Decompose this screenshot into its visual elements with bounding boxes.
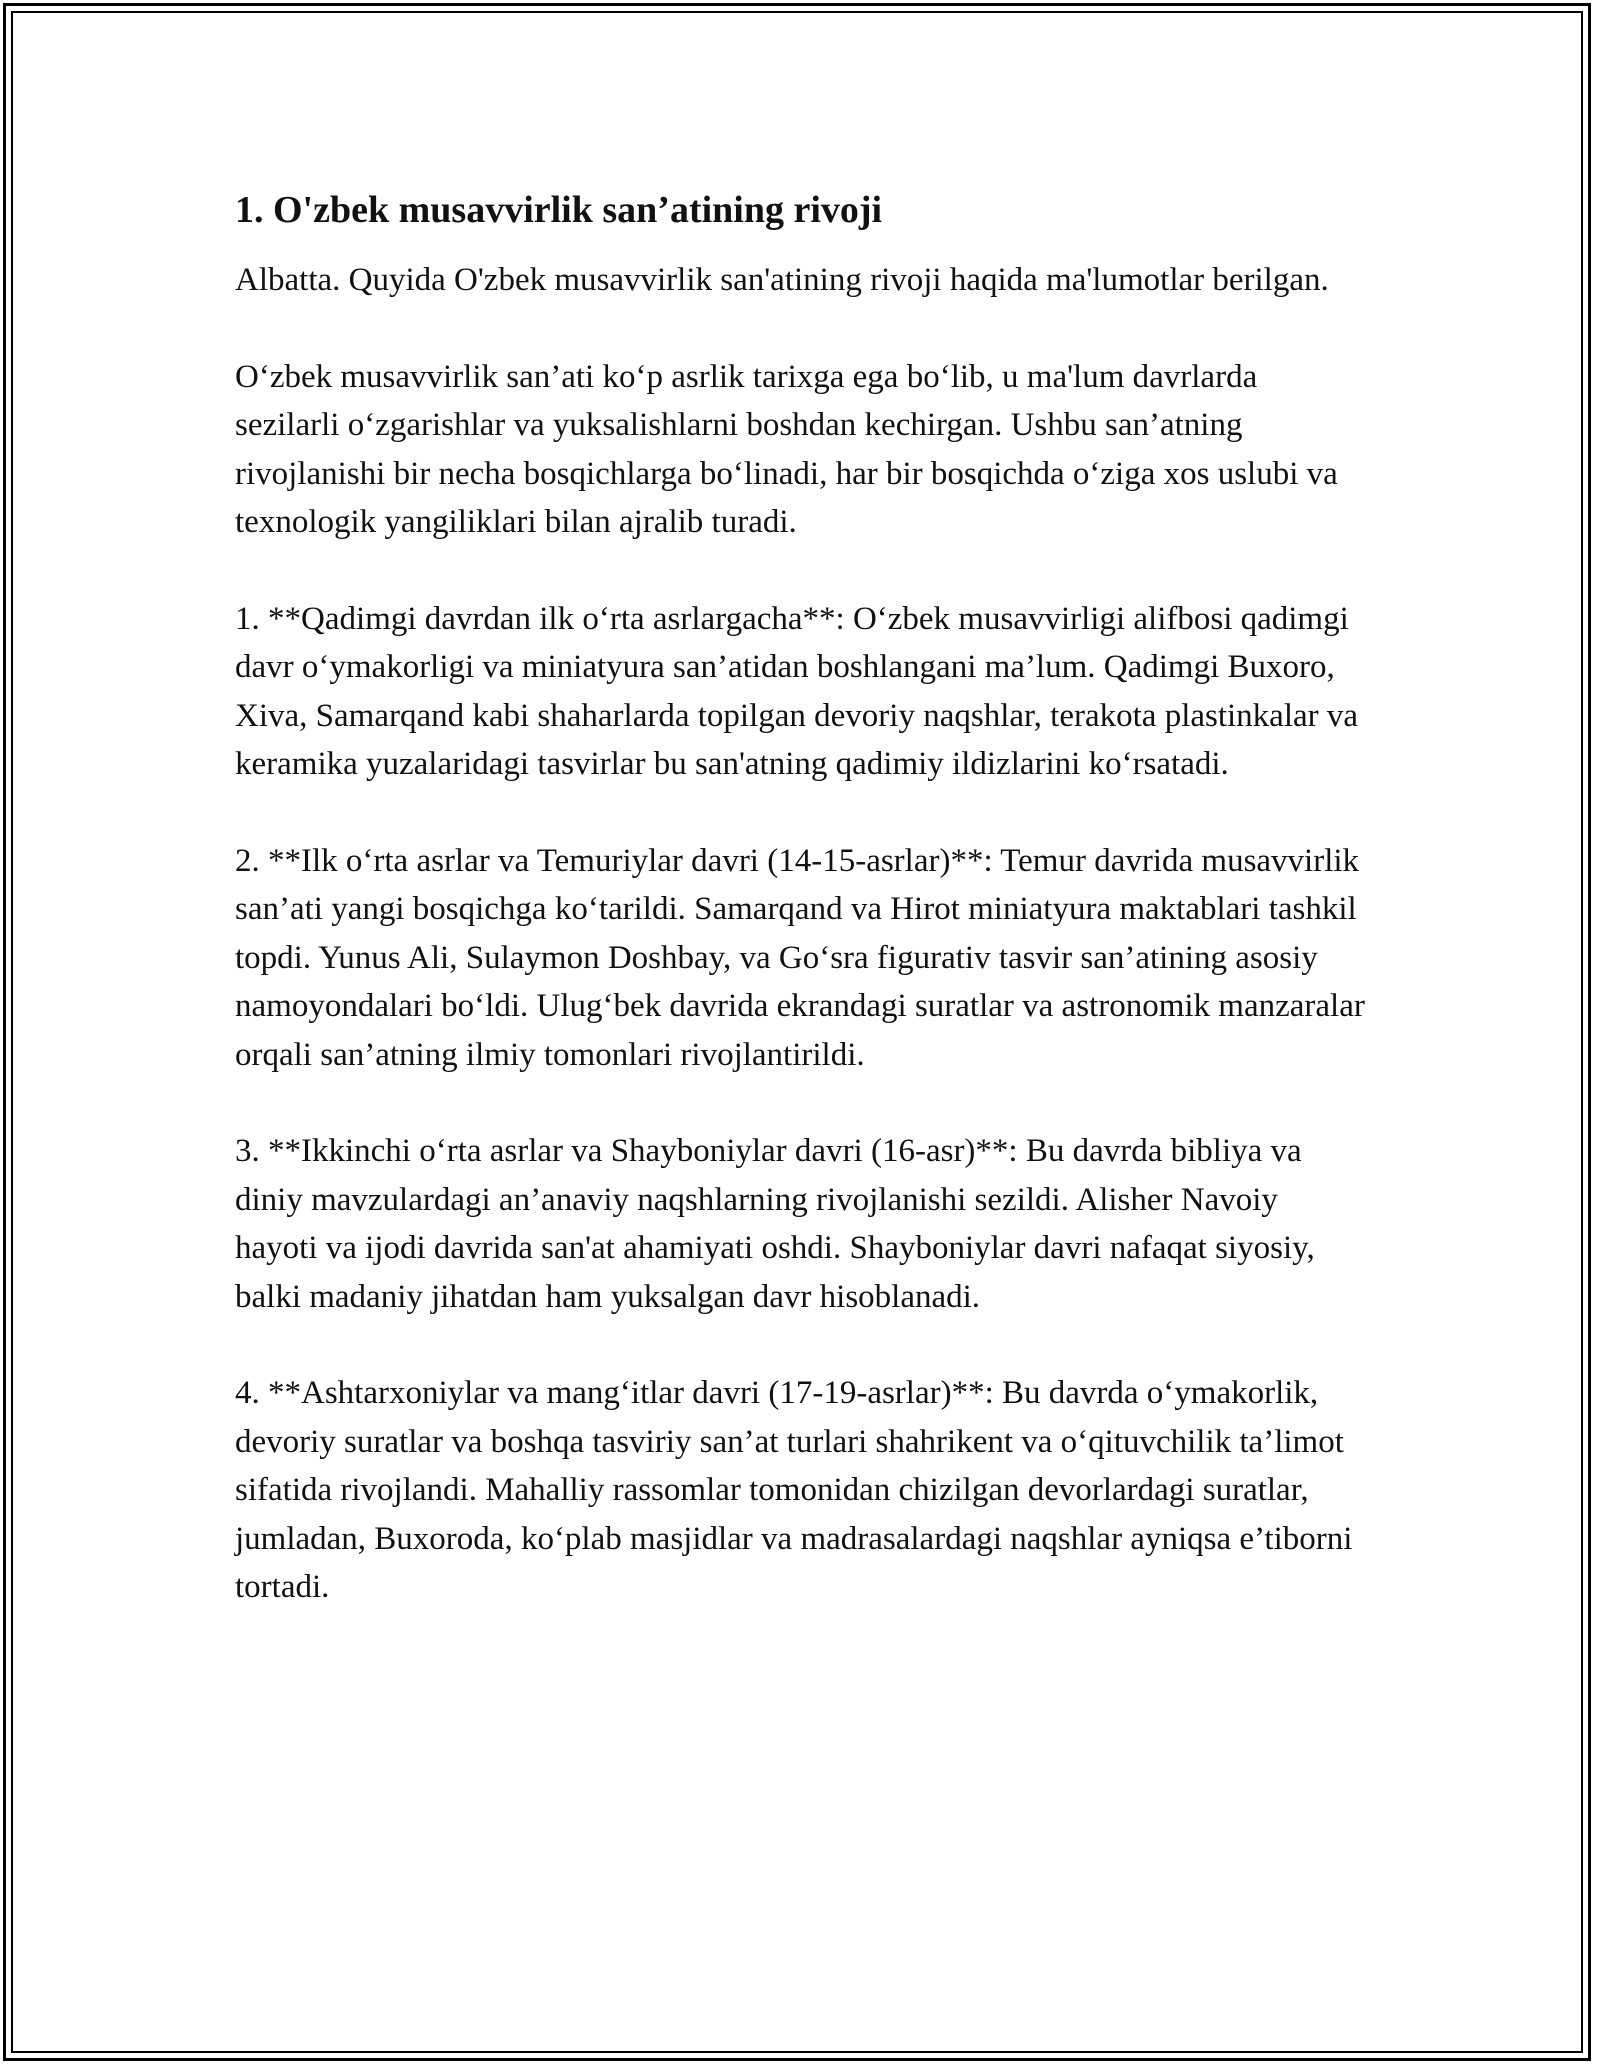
paragraph-period-1: 1. **Qadimgi davrdan ilk o‘rta asrlargacha**: O‘zbek musavvirligi alifbosi qadimgi davr o‘ymakorligi va miniatyura san’atidan boshlangani ma’lum. Qadimgi Buxoro, Xiva, Samarqand kabi shaharlarda topilgan devoriy naqshlar, terakota plastinkalar va keramika yuzalaridagi tasvirlar bu san'atning qadimiy ildizlarini ko‘rsatadi. bbox=[235, 600, 1359, 782]
paragraph-intro: Albatta. Quyida O'zbek musavvirlik san'atining rivoji haqida ma'lumotlar berilgan. bbox=[235, 262, 1329, 298]
paragraph-period-3: 3. **Ikkinchi o‘rta asrlar va Shayboniylar davri (16-asr)**: Bu davrda bibliya va diniy mavzulardagi an’anaviy naqshlarning rivojlanishi sezildi. Alisher Navoiy hayoti va ijodi davrida san'at ahamiyati oshdi. Shayboniylar davri nafaqat siyosiy, balki madaniy jihatdan ham yuksalgan davr hisoblanadi. bbox=[235, 1133, 1315, 1315]
paragraph-period-4: 4. **Ashtarxoniylar va mang‘itlar davri (17-19-asrlar)**: Bu davrda o‘ymakorlik, devoriy suratlar va boshqa tasviriy san’at turlari shahrikent va o‘qituvchilik ta’limot sifatida rivojlandi. Mahalliy rassomlar tomonidan chizilgan devorlardagi suratlar, jumladan, Buxoroda, ko‘plab masjidlar va madrasalardagi naqshlar ayniqsa e’tiborni tortadi. bbox=[235, 1375, 1353, 1605]
paragraph-period-2: 2. **Ilk o‘rta asrlar va Temuriylar davri (14-15-asrlar)**: Temur davrida musavvirlik san’ati yangi bosqichga ko‘tarildi. Samarqand va Hirot miniatyura maktablari tashkil topdi. Yunus Ali, Sulaymon Doshbay, va Go‘sra figurativ tasvir san’atining asosiy namoyondalari bo‘ldi. Ulug‘bek davrida ekrandagi suratlar va astronomik manzaralar orqali san’atning ilmiy tomonlari rivojlantirildi. bbox=[235, 842, 1365, 1073]
document-body bbox=[235, 186, 1365, 1660]
document-title: 1. O'zbek musavvirlik san’atining rivoji bbox=[235, 189, 883, 231]
paragraph-overview: O‘zbek musavvirlik san’ati ko‘p asrlik tarixga ega bo‘lib, u ma'lum davrlarda sezilarli o‘zgarishlar va yuksalishlarni boshdan kechirgan. Ushbu san’atning rivojlanishi bir necha bosqichlarga bo‘linadi, har bir bosqichda o‘ziga xos uslubi va texnologik yangiliklari bilan ajralib turadi. bbox=[235, 358, 1338, 540]
